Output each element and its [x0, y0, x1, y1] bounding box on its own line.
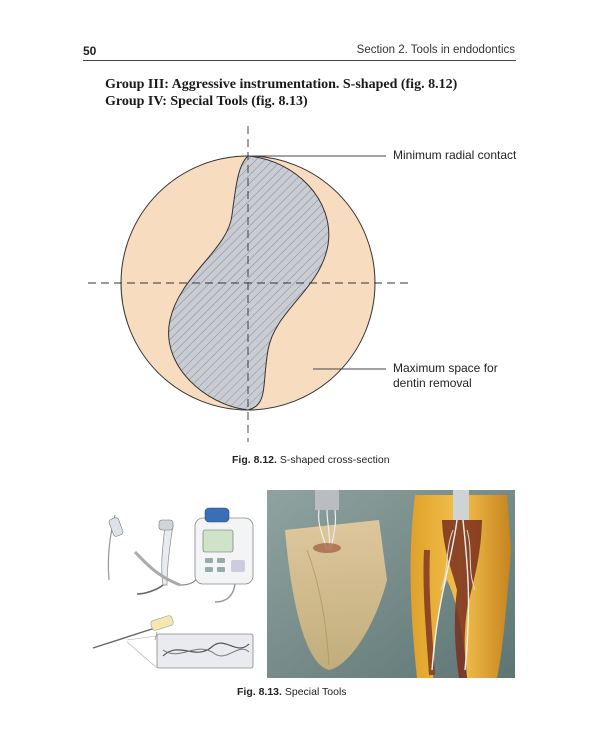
- heading-group-4: Group IV: Special Tools (fig. 8.13): [105, 94, 308, 109]
- caption-fig-8-13: [237, 686, 347, 698]
- caption-fig-8-12-label: Fig. 8.12.: [232, 454, 277, 466]
- heading-group-3: Group III: Aggressive instrumentation. S-shaped (fig. 8.12): [105, 77, 458, 92]
- hand-file-image: [108, 515, 124, 580]
- control-unit-image: [195, 508, 253, 602]
- handpiece-image: [135, 520, 197, 594]
- tooth-section-right: [411, 490, 511, 678]
- annotation-maximum-space: [393, 361, 498, 391]
- annotation-minimum-radial-contact: Minimum radial contact: [393, 148, 517, 162]
- caption-fig-8-12-text: S-shaped cross-section: [276, 454, 390, 466]
- caption-fig-8-12: [232, 454, 390, 466]
- special-tools-devices-photo: [85, 490, 265, 680]
- section-title: Section 2. Tools in endodontics: [356, 44, 515, 56]
- caption-fig-8-13-text: Special Tools: [281, 686, 347, 698]
- tooth-instrument-render-photo: [267, 490, 515, 678]
- annotation-maximum-space-line2: dentin removal: [393, 376, 472, 390]
- page-number: 50: [83, 44, 97, 58]
- annotation-maximum-space-line1: Maximum space for: [393, 361, 498, 375]
- file-closeup-image: [127, 634, 253, 668]
- caption-fig-8-13-label: Fig. 8.13.: [237, 686, 282, 698]
